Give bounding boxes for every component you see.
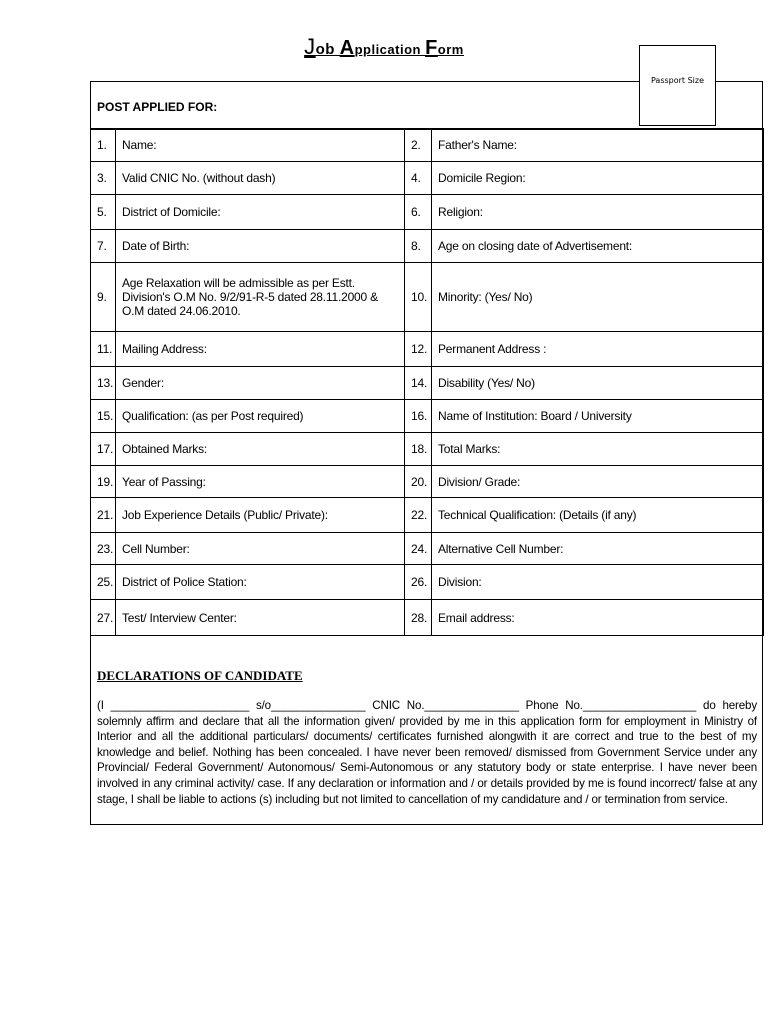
post-applied-label: POST APPLIED FOR: (97, 100, 218, 114)
field-row (91, 433, 764, 466)
field-label[interactable]: District of Domicile: (116, 195, 405, 230)
title-letter-a: A (339, 37, 355, 59)
field-row (91, 400, 764, 433)
passport-size-label: Passport Size (650, 76, 705, 85)
field-row (91, 129, 764, 162)
field-label[interactable]: Total Marks: (432, 433, 764, 466)
title-letter-f: F (425, 37, 438, 59)
field-number: 4. (405, 162, 432, 195)
field-label[interactable]: Name of Institution: Board / University (432, 400, 764, 433)
field-label[interactable]: Technical Qualification: (Details (if any) (432, 498, 764, 533)
field-label[interactable]: Qualification: (as per Post required) (116, 400, 405, 433)
field-label[interactable]: Division: (432, 565, 764, 600)
field-label[interactable]: Age on closing date of Advertisement: (432, 230, 764, 263)
field-number: 10. (405, 263, 432, 332)
field-label[interactable]: Alternative Cell Number: (432, 533, 764, 565)
field-row (91, 533, 764, 565)
field-label[interactable]: Test/ Interview Center: (116, 600, 405, 636)
field-number: 3. (91, 162, 116, 195)
field-label[interactable]: District of Police Station: (116, 565, 405, 600)
field-label[interactable]: Religion: (432, 195, 764, 230)
field-label[interactable]: Cell Number: (116, 533, 405, 565)
form-title (200, 34, 568, 60)
field-number: 20. (405, 466, 432, 498)
title-part-pplication: pplication (354, 42, 426, 57)
field-number: 16. (405, 400, 432, 433)
field-row (91, 466, 764, 498)
title-part-ob: ob (315, 41, 340, 58)
field-number: 25. (91, 565, 116, 600)
field-number: 22. (405, 498, 432, 533)
field-label[interactable]: Division/ Grade: (432, 466, 764, 498)
field-label[interactable]: Gender: (116, 367, 405, 400)
field-row (91, 498, 764, 533)
field-number: 2. (405, 129, 432, 162)
field-row (91, 263, 764, 332)
field-label[interactable]: Email address: (432, 600, 764, 636)
field-number: 21. (91, 498, 116, 533)
field-row (91, 162, 764, 195)
declaration-text: (I ______________________ s/o_______________ CNIC No._______________ Phone No.__________________ do hereby solemnly affirm and declare that all the information given/ provided by me in this application form for employment in Ministry of Interior and all the additional particulars/ documents/ certificates furnished alongwith it are correct and true to the best of my knowledge and belief. Nothing has been concealed. I have never been removed/ dismissed from Government Service under any Provincial/ Federal Government/ Autonomous/ Semi-Autonomous or any statutory body or state enterprise. I have never been involved in any criminal activity/ case. If any declaration or information and / or details provided by me is found incorrect/ false at any stage, I shall be liable to actions (s) including but not limited to cancellation of my candidature and / or termination from service. (97, 699, 757, 806)
field-number: 13. (91, 367, 116, 400)
field-label[interactable]: Mailing Address: (116, 332, 405, 367)
field-number: 26. (405, 565, 432, 600)
title-part-orm: orm (437, 42, 464, 57)
field-row (91, 230, 764, 263)
field-label[interactable]: Domicile Region: (432, 162, 764, 195)
field-label[interactable]: Disability (Yes/ No) (432, 367, 764, 400)
field-label[interactable]: Valid CNIC No. (without dash) (116, 162, 405, 195)
field-number: 9. (91, 263, 116, 332)
field-label[interactable]: Date of Birth: (116, 230, 405, 263)
field-label[interactable]: Permanent Address : (432, 332, 764, 367)
field-number: 12. (405, 332, 432, 367)
field-label[interactable]: Year of Passing: (116, 466, 405, 498)
field-number: 19. (91, 466, 116, 498)
field-row (91, 600, 764, 636)
field-label[interactable]: Father's Name: (432, 129, 764, 162)
field-row (91, 565, 764, 600)
field-number: 6. (405, 195, 432, 230)
passport-photo-box (639, 45, 716, 126)
field-number: 7. (91, 230, 116, 263)
declaration-title: DECLARATIONS OF CANDIDATE (97, 668, 303, 683)
field-number: 15. (91, 400, 116, 433)
title-letter-j: J (304, 34, 316, 59)
field-number: 23. (91, 533, 116, 565)
fields-table (90, 128, 764, 636)
field-number: 11. (91, 332, 116, 367)
field-number: 28. (405, 600, 432, 636)
field-number: 14. (405, 367, 432, 400)
declaration-section (97, 668, 757, 807)
field-number: 24. (405, 533, 432, 565)
field-number: 18. (405, 433, 432, 466)
field-label[interactable]: Job Experience Details (Public/ Private): (116, 498, 405, 533)
field-number: 27. (91, 600, 116, 636)
field-number: 8. (405, 230, 432, 263)
field-number: 17. (91, 433, 116, 466)
field-label[interactable]: Minority: (Yes/ No) (432, 263, 764, 332)
field-label[interactable]: Obtained Marks: (116, 433, 405, 466)
field-label[interactable]: Age Relaxation will be admissible as per Estt. Division's O.M No. 9/2/91-R-5 dated 28.11.2000 & O.M dated 24.06.2010. (116, 263, 405, 332)
field-label[interactable]: Name: (116, 129, 405, 162)
field-row (91, 195, 764, 230)
field-number: 5. (91, 195, 116, 230)
field-number: 1. (91, 129, 116, 162)
field-row (91, 367, 764, 400)
field-row (91, 332, 764, 367)
